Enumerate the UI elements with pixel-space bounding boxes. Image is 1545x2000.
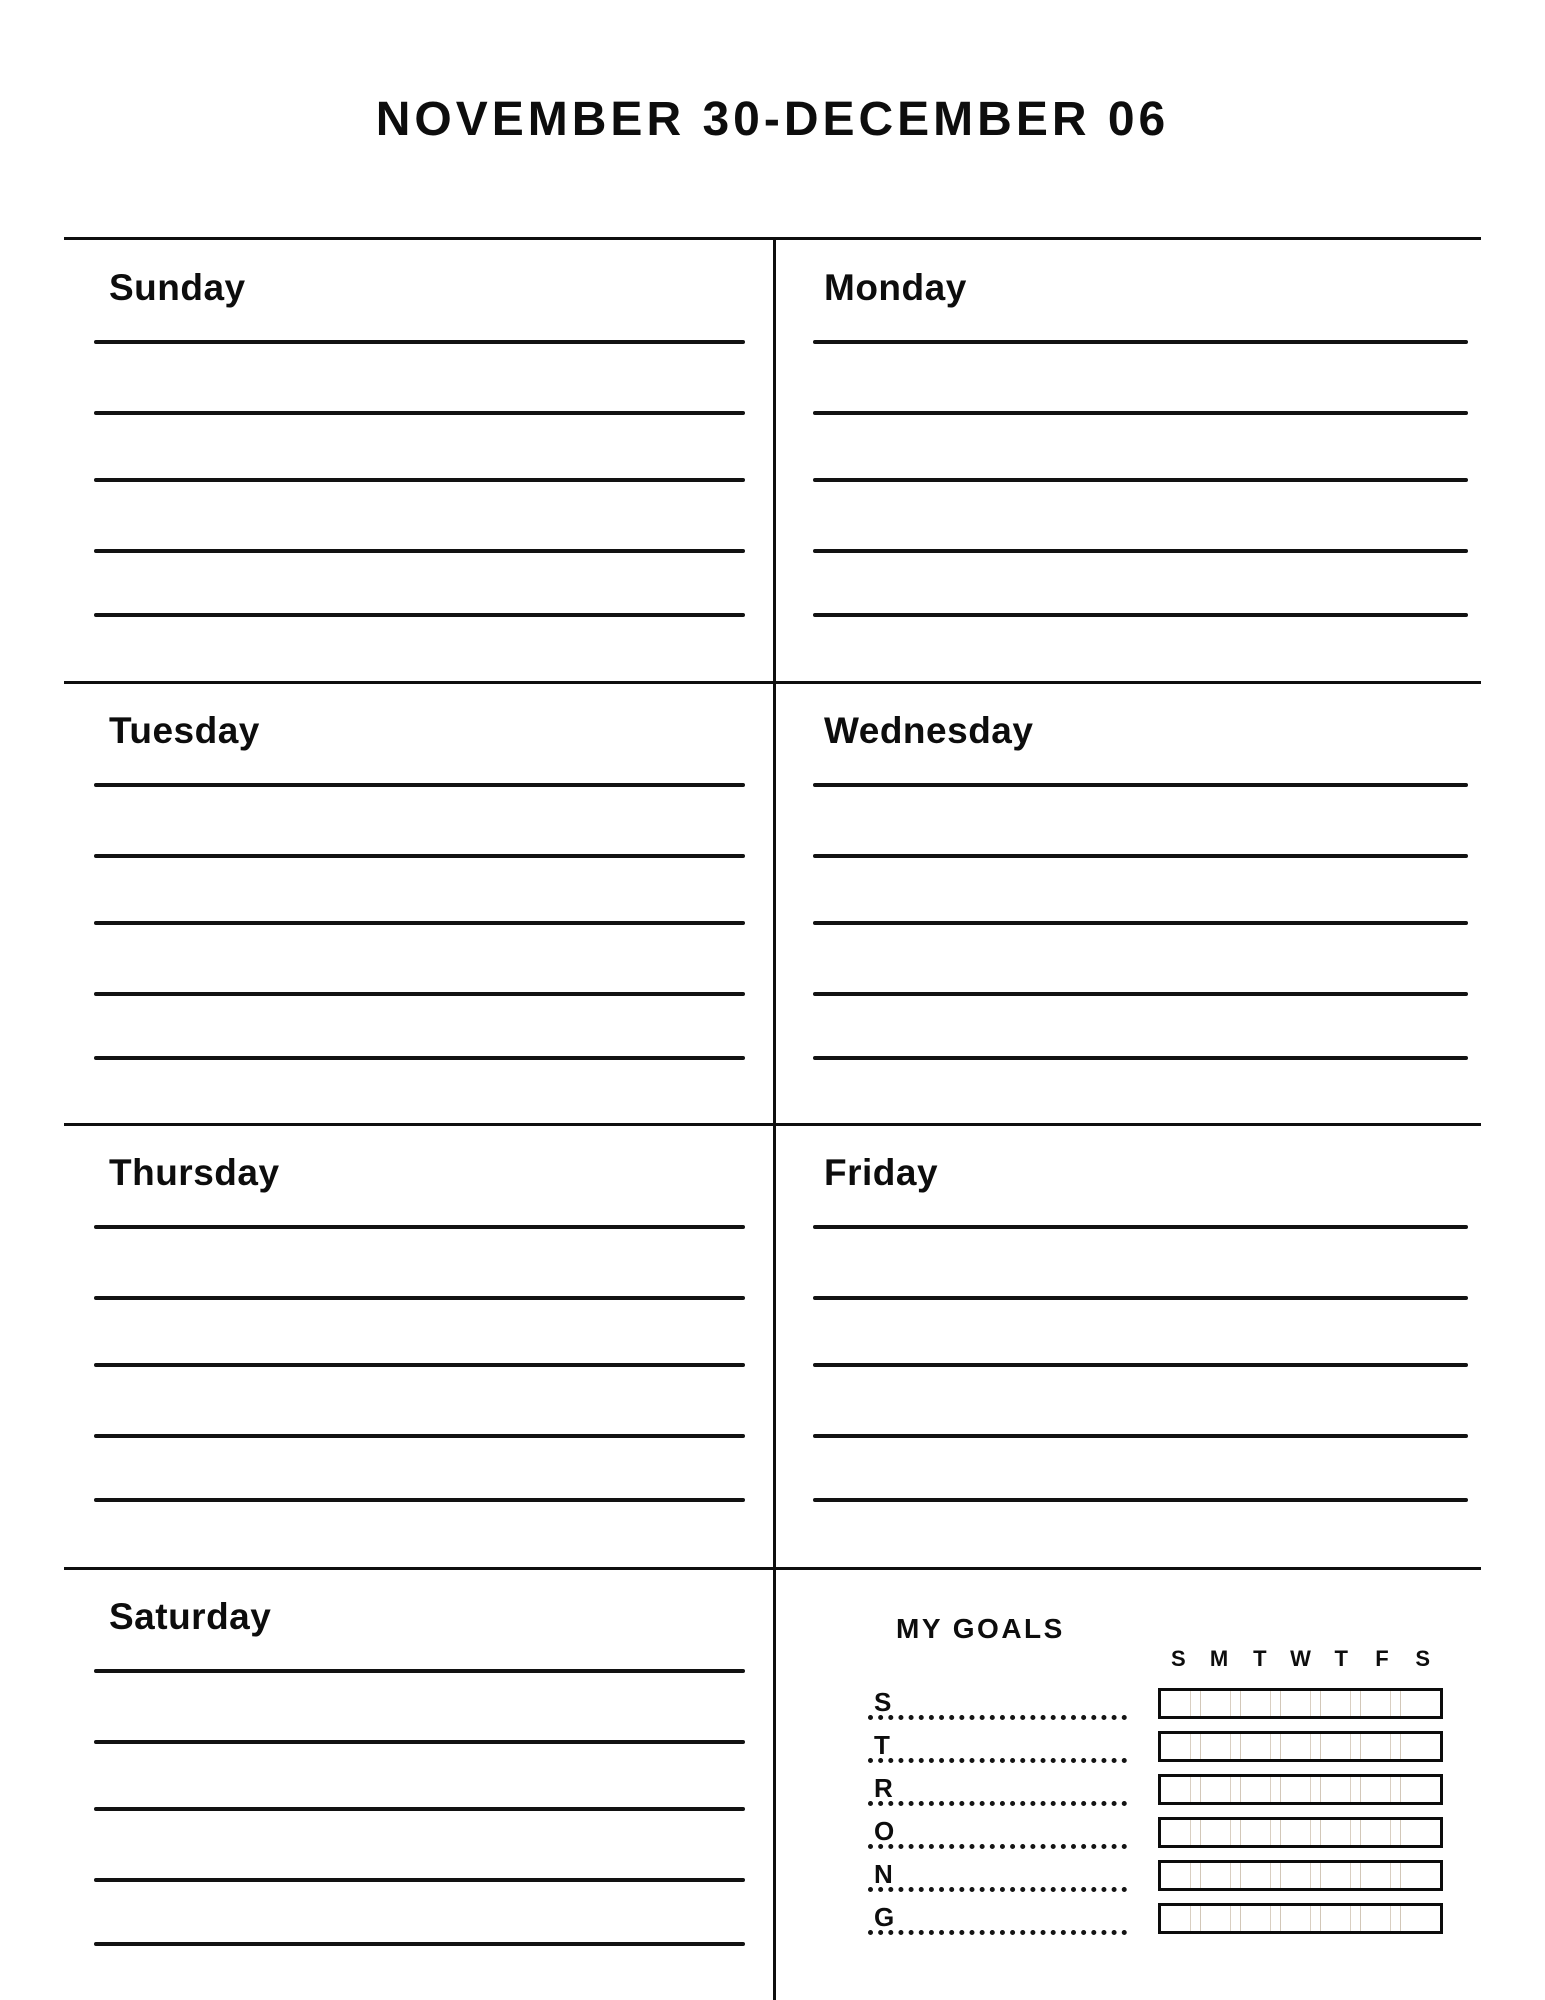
writing-line[interactable] [94, 783, 745, 787]
tracker-day-cell[interactable] [1241, 1734, 1281, 1759]
goal-acronym-letter: G [874, 1902, 895, 1932]
day-label: Sunday [109, 267, 246, 308]
writing-line[interactable] [813, 783, 1468, 787]
day-label: Monday [824, 267, 967, 308]
day-cell-monday [776, 241, 1481, 681]
goal-writing-line[interactable] [868, 1887, 1127, 1892]
tracker-day-cell[interactable] [1161, 1863, 1201, 1888]
tracker-day-cell[interactable] [1241, 1820, 1281, 1845]
writing-line[interactable] [94, 1434, 745, 1438]
writing-line[interactable] [94, 1807, 745, 1811]
tracker-day-cell[interactable] [1201, 1906, 1241, 1931]
writing-line[interactable] [94, 1878, 745, 1882]
tracker-day-cell[interactable] [1401, 1734, 1440, 1759]
writing-line[interactable] [94, 340, 745, 344]
tracker-day-cell[interactable] [1401, 1777, 1440, 1802]
writing-line[interactable] [813, 854, 1468, 858]
tracker-day-cell[interactable] [1201, 1691, 1241, 1716]
tracker-day-cell[interactable] [1281, 1863, 1321, 1888]
day-cell-saturday [64, 1570, 773, 2000]
goals-week-header [1158, 1647, 1443, 1671]
tracker-day-cell[interactable] [1401, 1906, 1440, 1931]
goal-tracker-grid [1158, 1903, 1443, 1934]
tracker-day-cell[interactable] [1201, 1863, 1241, 1888]
day-label: Friday [824, 1152, 939, 1193]
writing-line[interactable] [813, 340, 1468, 344]
writing-line[interactable] [94, 411, 745, 415]
writing-line[interactable] [813, 1498, 1468, 1502]
weekday-letter: M [1209, 1646, 1229, 1671]
day-cell-friday [776, 1126, 1481, 1567]
goal-tracker-grid [1158, 1731, 1443, 1762]
tracker-day-cell[interactable] [1321, 1820, 1361, 1845]
writing-line[interactable] [94, 1225, 745, 1229]
writing-line[interactable] [94, 1296, 745, 1300]
writing-line[interactable] [94, 854, 745, 858]
tracker-day-cell[interactable] [1161, 1820, 1201, 1845]
tracker-day-cell[interactable] [1201, 1820, 1241, 1845]
day-cell-wednesday [776, 684, 1481, 1123]
goal-row [776, 1860, 1481, 1903]
goal-writing-line[interactable] [868, 1930, 1127, 1935]
tracker-day-cell[interactable] [1161, 1777, 1201, 1802]
tracker-day-cell[interactable] [1161, 1906, 1201, 1931]
goal-acronym-letter: R [874, 1773, 893, 1803]
day-label: Tuesday [109, 710, 260, 751]
writing-line[interactable] [813, 1296, 1468, 1300]
writing-line[interactable] [813, 478, 1468, 482]
writing-line[interactable] [813, 1363, 1468, 1367]
writing-line[interactable] [94, 1498, 745, 1502]
tracker-day-cell[interactable] [1241, 1691, 1281, 1716]
goal-row [776, 1731, 1481, 1774]
day-cell-tuesday [64, 684, 773, 1123]
weekday-letter: T [1253, 1646, 1267, 1671]
tracker-day-cell[interactable] [1321, 1734, 1361, 1759]
writing-line[interactable] [94, 992, 745, 996]
writing-line[interactable] [813, 1056, 1468, 1060]
goal-acronym-letter: T [874, 1730, 890, 1760]
day-label: Wednesday [824, 710, 1034, 751]
goal-row [776, 1903, 1481, 1946]
goal-acronym-letter: S [874, 1687, 892, 1717]
writing-line[interactable] [94, 921, 745, 925]
goal-tracker-grid [1158, 1688, 1443, 1719]
tracker-day-cell[interactable] [1241, 1863, 1281, 1888]
writing-line[interactable] [94, 549, 745, 553]
tracker-day-cell[interactable] [1401, 1820, 1440, 1845]
goal-writing-line[interactable] [868, 1758, 1127, 1763]
tracker-day-cell[interactable] [1401, 1691, 1440, 1716]
goal-writing-line[interactable] [868, 1844, 1127, 1849]
tracker-day-cell[interactable] [1321, 1777, 1361, 1802]
tracker-day-cell[interactable] [1281, 1734, 1321, 1759]
tracker-day-cell[interactable] [1281, 1820, 1321, 1845]
goals-title: MY GOALS [896, 1613, 1065, 1644]
writing-line[interactable] [94, 1669, 745, 1673]
goal-writing-line[interactable] [868, 1715, 1127, 1720]
tracker-day-cell[interactable] [1361, 1863, 1401, 1888]
tracker-day-cell[interactable] [1361, 1906, 1401, 1931]
weekday-letter: S [1171, 1646, 1186, 1671]
day-cell-sunday [64, 241, 773, 681]
goal-writing-line[interactable] [868, 1801, 1127, 1806]
tracker-day-cell[interactable] [1281, 1777, 1321, 1802]
goal-tracker-grid [1158, 1860, 1443, 1891]
writing-line[interactable] [94, 613, 745, 617]
goal-acronym-letter: N [874, 1859, 893, 1889]
tracker-day-cell[interactable] [1201, 1734, 1241, 1759]
tracker-day-cell[interactable] [1361, 1691, 1401, 1716]
writing-line[interactable] [94, 478, 745, 482]
writing-line[interactable] [94, 1363, 745, 1367]
tracker-day-cell[interactable] [1281, 1691, 1321, 1716]
writing-line[interactable] [94, 1942, 745, 1946]
writing-line[interactable] [813, 921, 1468, 925]
day-label: Thursday [109, 1152, 280, 1193]
page-title: NOVEMBER 30-DECEMBER 06 [375, 93, 1170, 146]
weekday-letter: S [1415, 1646, 1431, 1671]
weekday-letter: F [1375, 1646, 1389, 1671]
writing-line[interactable] [813, 992, 1468, 996]
weekday-letter: T [1334, 1646, 1348, 1671]
tracker-day-cell[interactable] [1161, 1691, 1201, 1716]
writing-line[interactable] [94, 1740, 745, 1744]
tracker-day-cell[interactable] [1361, 1734, 1401, 1759]
goal-tracker-grid [1158, 1817, 1443, 1848]
goal-row [776, 1774, 1481, 1817]
writing-line[interactable] [813, 1225, 1468, 1229]
weekday-letter: W [1290, 1646, 1311, 1671]
tracker-day-cell[interactable] [1241, 1777, 1281, 1802]
writing-line[interactable] [813, 1434, 1468, 1438]
tracker-day-cell[interactable] [1321, 1906, 1361, 1931]
day-label: Saturday [109, 1596, 272, 1637]
tracker-day-cell[interactable] [1321, 1863, 1361, 1888]
tracker-day-cell[interactable] [1161, 1734, 1201, 1759]
tracker-day-cell[interactable] [1321, 1691, 1361, 1716]
day-cell-thursday [64, 1126, 773, 1567]
writing-line[interactable] [94, 1056, 745, 1060]
goal-tracker-grid [1158, 1774, 1443, 1805]
goal-row [776, 1688, 1481, 1731]
tracker-day-cell[interactable] [1201, 1777, 1241, 1802]
tracker-day-cell[interactable] [1401, 1863, 1440, 1888]
goal-acronym-letter: O [874, 1816, 895, 1846]
writing-line[interactable] [813, 411, 1468, 415]
tracker-day-cell[interactable] [1241, 1906, 1281, 1931]
writing-line[interactable] [813, 613, 1468, 617]
tracker-day-cell[interactable] [1281, 1906, 1321, 1931]
goals-section [776, 1570, 1481, 2000]
tracker-day-cell[interactable] [1361, 1777, 1401, 1802]
writing-line[interactable] [813, 549, 1468, 553]
goal-row [776, 1817, 1481, 1860]
tracker-day-cell[interactable] [1361, 1820, 1401, 1845]
